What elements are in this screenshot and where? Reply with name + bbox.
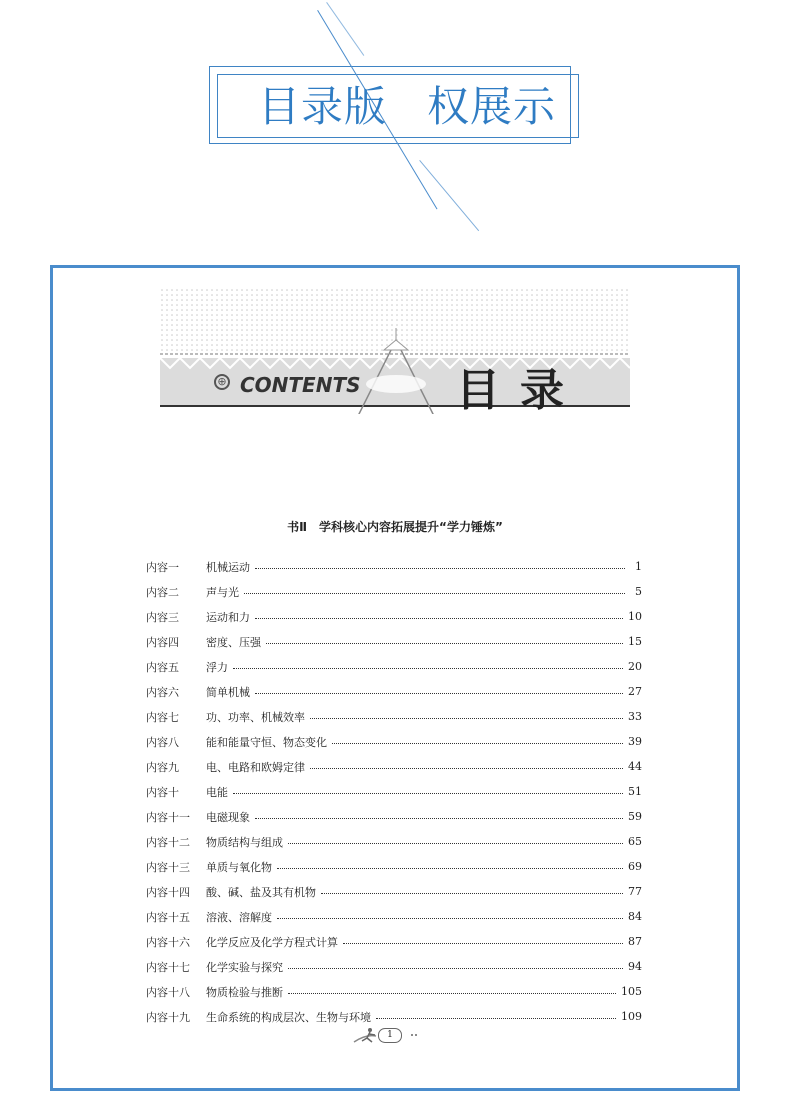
toc-row-label: 内容十一 (146, 810, 190, 824)
toc-row-leader-dots (233, 787, 623, 794)
header-title (258, 82, 556, 132)
toc-row-leader-dots (233, 662, 623, 669)
toc-row-label: 内容十六 (146, 935, 190, 949)
toc-row (146, 729, 642, 754)
toc-row-leader-dots (277, 912, 623, 919)
toc-row-page: 33 (628, 710, 642, 723)
toc-row-page: 65 (628, 835, 642, 848)
page-marker (352, 1026, 422, 1046)
toc-row-label: 内容五 (146, 660, 179, 674)
header-title-right: 权展示 (427, 82, 557, 131)
toc-row-title: 能和能量守恒、物态变化 (206, 735, 327, 749)
toc-row-leader-dots (277, 862, 623, 869)
toc-row-leader-dots (332, 737, 623, 744)
toc-row-page: 15 (628, 635, 642, 648)
toc-row-label: 内容二 (146, 585, 179, 599)
toc-row-label: 内容十七 (146, 960, 190, 974)
toc-row-title: 物质结构与组成 (206, 835, 283, 849)
toc-row-page: 77 (628, 885, 642, 898)
contents-label: CONTENTS (240, 373, 361, 397)
toc-row (146, 904, 642, 929)
toc-row-label: 内容七 (146, 710, 179, 724)
toc-row-title: 密度、压强 (206, 635, 261, 649)
toc-row-title: 功、功率、机械效率 (206, 710, 305, 724)
toc-row-label: 内容十八 (146, 985, 190, 999)
toc-row-title: 化学实验与探究 (206, 960, 283, 974)
toc-row-label: 内容四 (146, 635, 179, 649)
toc-row-leader-dots (310, 712, 623, 719)
toc-row-leader-dots (376, 1012, 616, 1019)
toc-row-page: 44 (628, 760, 642, 773)
toc-row-title: 简单机械 (206, 685, 250, 699)
toc-row-title: 电、电路和欧姆定律 (206, 760, 305, 774)
toc-row-page: 59 (628, 810, 642, 823)
toc-row-leader-dots (266, 637, 623, 644)
toc-row-label: 内容十三 (146, 860, 190, 874)
toc-row-title: 物质检验与推断 (206, 985, 283, 999)
toc-row-title: 机械运动 (206, 560, 250, 574)
toc-row-page: 1 (635, 560, 642, 573)
toc-row-label: 内容十九 (146, 1010, 190, 1024)
toc-row-page: 87 (628, 935, 642, 948)
toc-row (146, 854, 642, 879)
toc-row-page: 69 (628, 860, 642, 873)
toc-row-leader-dots (288, 837, 623, 844)
toc-row-title: 电能 (206, 785, 228, 799)
toc-row (146, 779, 642, 804)
toc-row-title: 酸、碱、盐及其有机物 (206, 885, 316, 899)
toc-row (146, 579, 642, 604)
toc-row-leader-dots (288, 987, 616, 994)
toc-list (146, 554, 642, 1029)
header-title-left: 目录版 (258, 82, 388, 131)
toc-row-leader-dots (343, 937, 623, 944)
toc-row (146, 979, 642, 1004)
toc-row-leader-dots (288, 962, 623, 969)
contents-banner (160, 288, 630, 414)
contents-circle-icon: ⊕ (214, 374, 230, 390)
toc-row-page: 94 (628, 960, 642, 973)
toc-row (146, 604, 642, 629)
toc-row (146, 629, 642, 654)
toc-row (146, 829, 642, 854)
toc-row-leader-dots (244, 587, 625, 594)
toc-row (146, 954, 642, 979)
toc-row-title: 单质与氧化物 (206, 860, 272, 874)
book-subtitle: 书Ⅱ 学科核心内容拓展提升“学力锤炼” (287, 520, 503, 534)
header-diagonal-line-short (326, 2, 364, 56)
toc-row-leader-dots (255, 687, 623, 694)
toc-row (146, 804, 642, 829)
toc-row-title: 电磁现象 (206, 810, 250, 824)
toc-row-page: 5 (635, 585, 642, 598)
toc-row-title: 声与光 (206, 585, 239, 599)
toc-row-title: 化学反应及化学方程式计算 (206, 935, 338, 949)
toc-row (146, 929, 642, 954)
toc-row (146, 754, 642, 779)
toc-row-label: 内容十五 (146, 910, 190, 924)
toc-row-leader-dots (255, 812, 623, 819)
toc-row-label: 内容九 (146, 760, 179, 774)
toc-row-label: 内容一 (146, 560, 179, 574)
toc-row-leader-dots (255, 562, 625, 569)
toc-row-page: 109 (621, 1010, 642, 1023)
toc-row-page: 51 (628, 785, 642, 798)
toc-row-page: 105 (621, 985, 642, 998)
toc-row-title: 运动和力 (206, 610, 250, 624)
toc-row-label: 内容六 (146, 685, 179, 699)
toc-row (146, 654, 642, 679)
toc-row (146, 679, 642, 704)
toc-row-title: 生命系统的构成层次、生物与环境 (206, 1010, 371, 1024)
toc-row-page: 20 (628, 660, 642, 673)
toc-row-page: 84 (628, 910, 642, 923)
toc-row-page: 10 (628, 610, 642, 623)
toc-row (146, 554, 642, 579)
toc-row-label: 内容三 (146, 610, 179, 624)
toc-row-label: 内容十 (146, 785, 179, 799)
mulu-title: 目录 (456, 365, 584, 416)
toc-row (146, 879, 642, 904)
toc-row-leader-dots (310, 762, 623, 769)
page-number: 1 (378, 1028, 402, 1043)
toc-row-title: 浮力 (206, 660, 228, 674)
toc-row (146, 704, 642, 729)
toc-row-leader-dots (255, 612, 623, 619)
toc-row-label: 内容十二 (146, 835, 190, 849)
toc-row-page: 27 (628, 685, 642, 698)
toc-row-label: 内容八 (146, 735, 179, 749)
toc-row-leader-dots (321, 887, 623, 894)
toc-row-page: 39 (628, 735, 642, 748)
toc-row-title: 溶液、溶解度 (206, 910, 272, 924)
toc-row-label: 内容十四 (146, 885, 190, 899)
